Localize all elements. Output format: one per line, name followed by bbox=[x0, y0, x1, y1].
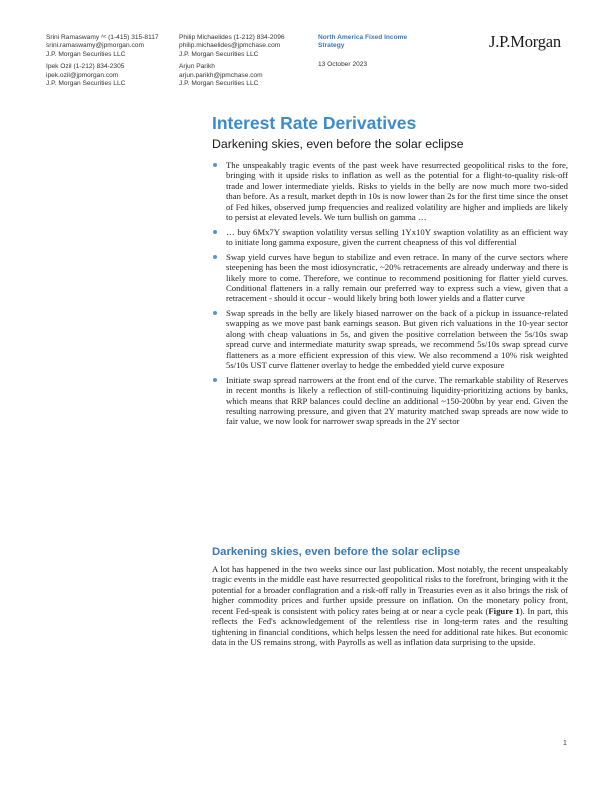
section-heading: Darkening skies, even before the solar eclipse bbox=[212, 546, 461, 558]
summary-bullet bbox=[212, 160, 568, 223]
summary-bullet bbox=[212, 375, 568, 427]
bullet-dot-icon bbox=[213, 378, 217, 382]
bullet-dot-icon bbox=[213, 255, 217, 259]
bullet-text: The unspeakably tragic events of the past week have resurrected geopolitical risks to the fore, bringing with it upside risks to inflation as well as the potential for a flight-to-quality risk-off trade and lower intermediate yields. Risks to yields in the belly are now much more two-sided than before. As a result, market depth in 10s is now lower than 2s for the first time since the onset of Fed hikes, observed jump frequencies and realized volatility are higher and implieds are likely to persist at elevated levels. We turn bullish on gamma … bbox=[226, 160, 568, 223]
bullet-text: … buy 6Mx7Y swaption volatility versus selling 1Yx10Y swaption volatility as an efficient way to initiate long gamma exposure, given the current cheapness of this vol differential bbox=[226, 226, 568, 248]
body-text-part-2: ). In part, this reflects the Fed's acknowledgement of the relentless rise in long-term rates and the resulting tightening in financial conditions, which helps lessen the need for additional rate hikes. But economic data in the US remains strong, with Payrolls as well as inflation data surprising to the upside. bbox=[212, 605, 568, 648]
body-text-part-1: A lot has happened in the two weeks since our last publication. Most notably, the recent unspeakably tragic events in the middle east have resurrected geopolitical risks to the forefront, bringing with it the potential for a broader conflagration and a risk-off rally in Treasuries even as it also brings the risk of higher commodity prices and further upside pressure on inflation. On the monetary policy front, recent Fed-speak is consistent with policy rates being at or near a cycle peak ( bbox=[212, 564, 568, 616]
author-email[interactable]: philip.michaelides@jpmchase.com bbox=[179, 42, 281, 50]
bullet-text: Swap yield curves have begun to stabilize and even retrace. In many of the curve sectors where steepening has been the most idiosyncratic, ~20% retracements are already underway and there is likely more to come. Therefore, we continue to recommend positioning for flatter yield curves. Conditional flatteners in a rally remain our preferred way to express such a view, given that a retracement - should it occur - would likely bring both lower yields and a flatter curve bbox=[226, 251, 568, 304]
author-name-phone: Ipek Ozil (1-212) 834-2305 bbox=[46, 63, 125, 71]
figure-reference[interactable]: Figure 1 bbox=[488, 605, 520, 616]
report-date: 13 October 2023 bbox=[318, 60, 368, 68]
bullet-dot-icon bbox=[213, 230, 217, 234]
report-subtitle: Darkening skies, even before the solar eclipse bbox=[212, 137, 464, 151]
bullet-dot-icon bbox=[213, 311, 217, 315]
author-name-phone: Srini Ramaswamy ᴬᶜ (1-415) 315-8117 bbox=[46, 34, 159, 41]
summary-bullet bbox=[212, 227, 568, 248]
report-info bbox=[318, 34, 407, 69]
bullet-dot-icon bbox=[213, 163, 217, 167]
author-email[interactable]: arjun.parikh@jpmchase.com bbox=[179, 71, 263, 79]
body-paragraph bbox=[212, 564, 568, 648]
report-section-label: North America Fixed Income bbox=[318, 34, 408, 41]
summary-bullet bbox=[212, 308, 568, 371]
author-firm: J.P. Morgan Securities LLC bbox=[179, 80, 259, 88]
bullet-text: Initiate swap spread narrowers at the front end of the curve. The remarkable stability of Reserves in recent months is likely a reflection of still-continuing liquidity-prioritizing actions by banks, which means that RRP balances could decline an additional ~150-200bn by year end. Given the resulting narrowing pressure, and given that 2Y maturity matched swap spreads are now wide to fair value, we now look for narrower swap spreads in the 2Y sector bbox=[226, 374, 568, 427]
author-firm: J.P. Morgan Securities LLC bbox=[46, 80, 126, 88]
author-column-1 bbox=[46, 34, 159, 88]
page-number: 1 bbox=[563, 740, 567, 747]
author-name-phone: Philip Michaelides (1-212) 834-2096 bbox=[179, 34, 285, 41]
summary-bullet bbox=[212, 252, 568, 304]
report-title: Interest Rate Derivatives bbox=[212, 113, 417, 133]
bullet-text: Swap spreads in the belly are likely biased narrower on the back of a pickup in issuance-related swapping as we move past bank earnings season. But given rich valuations in the 10-year sector along with cheap valuations in 5s, and given the positive correlation between the 5s/10s swap spread curve and intermediate maturity swap spreads, we recommend 5s/10s swap spread curve flatteners as a more efficient expression of this view. We also recommend a 10% risk weighted 5s/10s UST curve flattener overlay to hedge the embedded yield curve exposure bbox=[226, 307, 568, 371]
report-section-label-line2: Strategy bbox=[318, 42, 345, 50]
author-firm: J.P. Morgan Securities LLC bbox=[179, 50, 259, 58]
author-firm: J.P. Morgan Securities LLC bbox=[46, 50, 126, 58]
summary-bullet-list bbox=[212, 160, 568, 431]
author-column-2 bbox=[179, 34, 285, 88]
jpmorgan-logo: J.P.Morgan bbox=[489, 32, 561, 51]
author-name-phone: Arjun Parikh bbox=[179, 63, 215, 71]
author-email[interactable]: ipek.ozil@jpmorgan.com bbox=[46, 71, 119, 79]
author-email[interactable]: srini.ramaswamy@jpmorgan.com bbox=[46, 42, 144, 50]
